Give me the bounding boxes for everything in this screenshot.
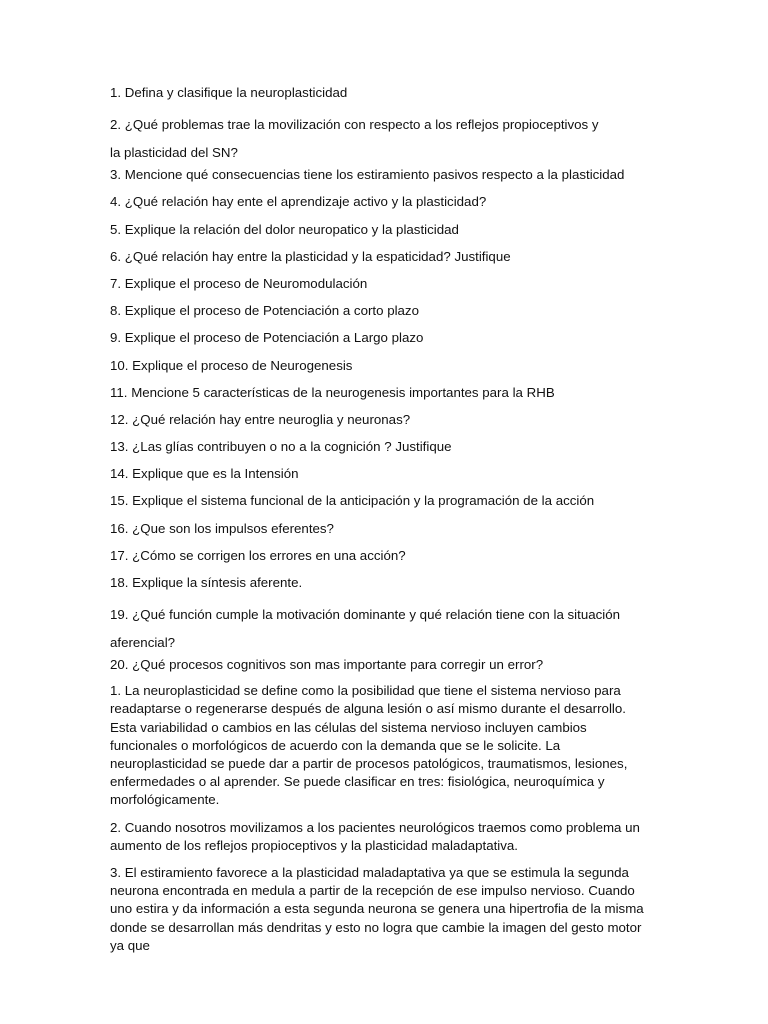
question-13: 13. ¿Las glías contribuyen o no a la cognición ? Justifique [110, 439, 452, 455]
question-4: 4. ¿Qué relación hay ente el aprendizaje activo y la plasticidad? [110, 194, 487, 210]
document-body [110, 84, 655, 964]
answer-3: 3. El estiramiento favorece a la plasticidad maladaptativa ya que se estimula la segunda neurona encontrada en medula a partir de la recepción de ese impulso nervioso. Cuando uno estira y da información a esta segunda neurona se genera una hipertrofia de la misma donde se desarrollan más dendritas y esto no logra que cambie la imagen del gesto motor ya que [110, 865, 644, 953]
question-8: 8. Explique el proceso de Potenciación a corto plazo [110, 303, 419, 319]
question-5: 5. Explique la relación del dolor neuropatico y la plasticidad [110, 221, 459, 237]
question-20: 20. ¿Qué procesos cognitivos son mas importante para corregir un error? [110, 657, 544, 673]
question-2: 2. ¿Qué problemas trae la movilización con respecto a los reflejos propioceptivos y la plasticidad del SN? [110, 117, 599, 160]
question-16: 16. ¿Que son los impulsos eferentes? [110, 520, 334, 536]
question-14: 14. Explique que es la Intensión [110, 466, 299, 482]
question-19: 19. ¿Qué función cumple la motivación dominante y qué relación tiene con la situación aferencial? [110, 607, 621, 650]
question-9: 9. Explique el proceso de Potenciación a Largo plazo [110, 330, 424, 346]
question-6: 6. ¿Qué relación hay entre la plasticidad y la espaticidad? Justifique [110, 248, 511, 264]
question-10: 10. Explique el proceso de Neurogenesis [110, 357, 353, 373]
question-3: 3. Mencione qué consecuencias tiene los estiramiento pasivos respecto a la plasticidad [110, 167, 625, 183]
question-18: 18. Explique la síntesis aferente. [110, 575, 303, 590]
question-17: 17. ¿Cómo se corrigen los errores en una acción? [110, 547, 406, 563]
question-11: 11. Mencione 5 características de la neurogenesis importantes para la RHB [110, 384, 555, 400]
answer-2: 2. Cuando nosotros movilizamos a los pacientes neurológicos traemos como problema un aumento de los reflejos propioceptivos y la plasticidad maladaptativa. [110, 819, 640, 853]
question-12: 12. ¿Qué relación hay entre neuroglia y neuronas? [110, 411, 411, 427]
answers-section [110, 682, 655, 955]
question-1: 1. Defina y clasifique la neuroplasticidad [110, 85, 348, 100]
question-7: 7. Explique el proceso de Neuromodulación [110, 275, 368, 291]
answer-1: 1. La neuroplasticidad se define como la posibilidad que tiene el sistema nervioso para readaptarse o regenerarse después de alguna lesión o así mismo durante el desarrollo. Esta variabilidad o cambios en las células del sistema nervioso incluyen cambios funcionales o morfológicos de acuerdo con la demanda que se le solicite. La neuroplasticidad se puede dar a partir de procesos patológicos, traumatismos, lesiones, enfermedades o al aprender. Se puede clasificar en tres: fisiológica, neuroquímica y morfológicamente. [110, 683, 628, 808]
question-15: 15. Explique el sistema funcional de la anticipación y la programación de la acción [110, 493, 595, 509]
